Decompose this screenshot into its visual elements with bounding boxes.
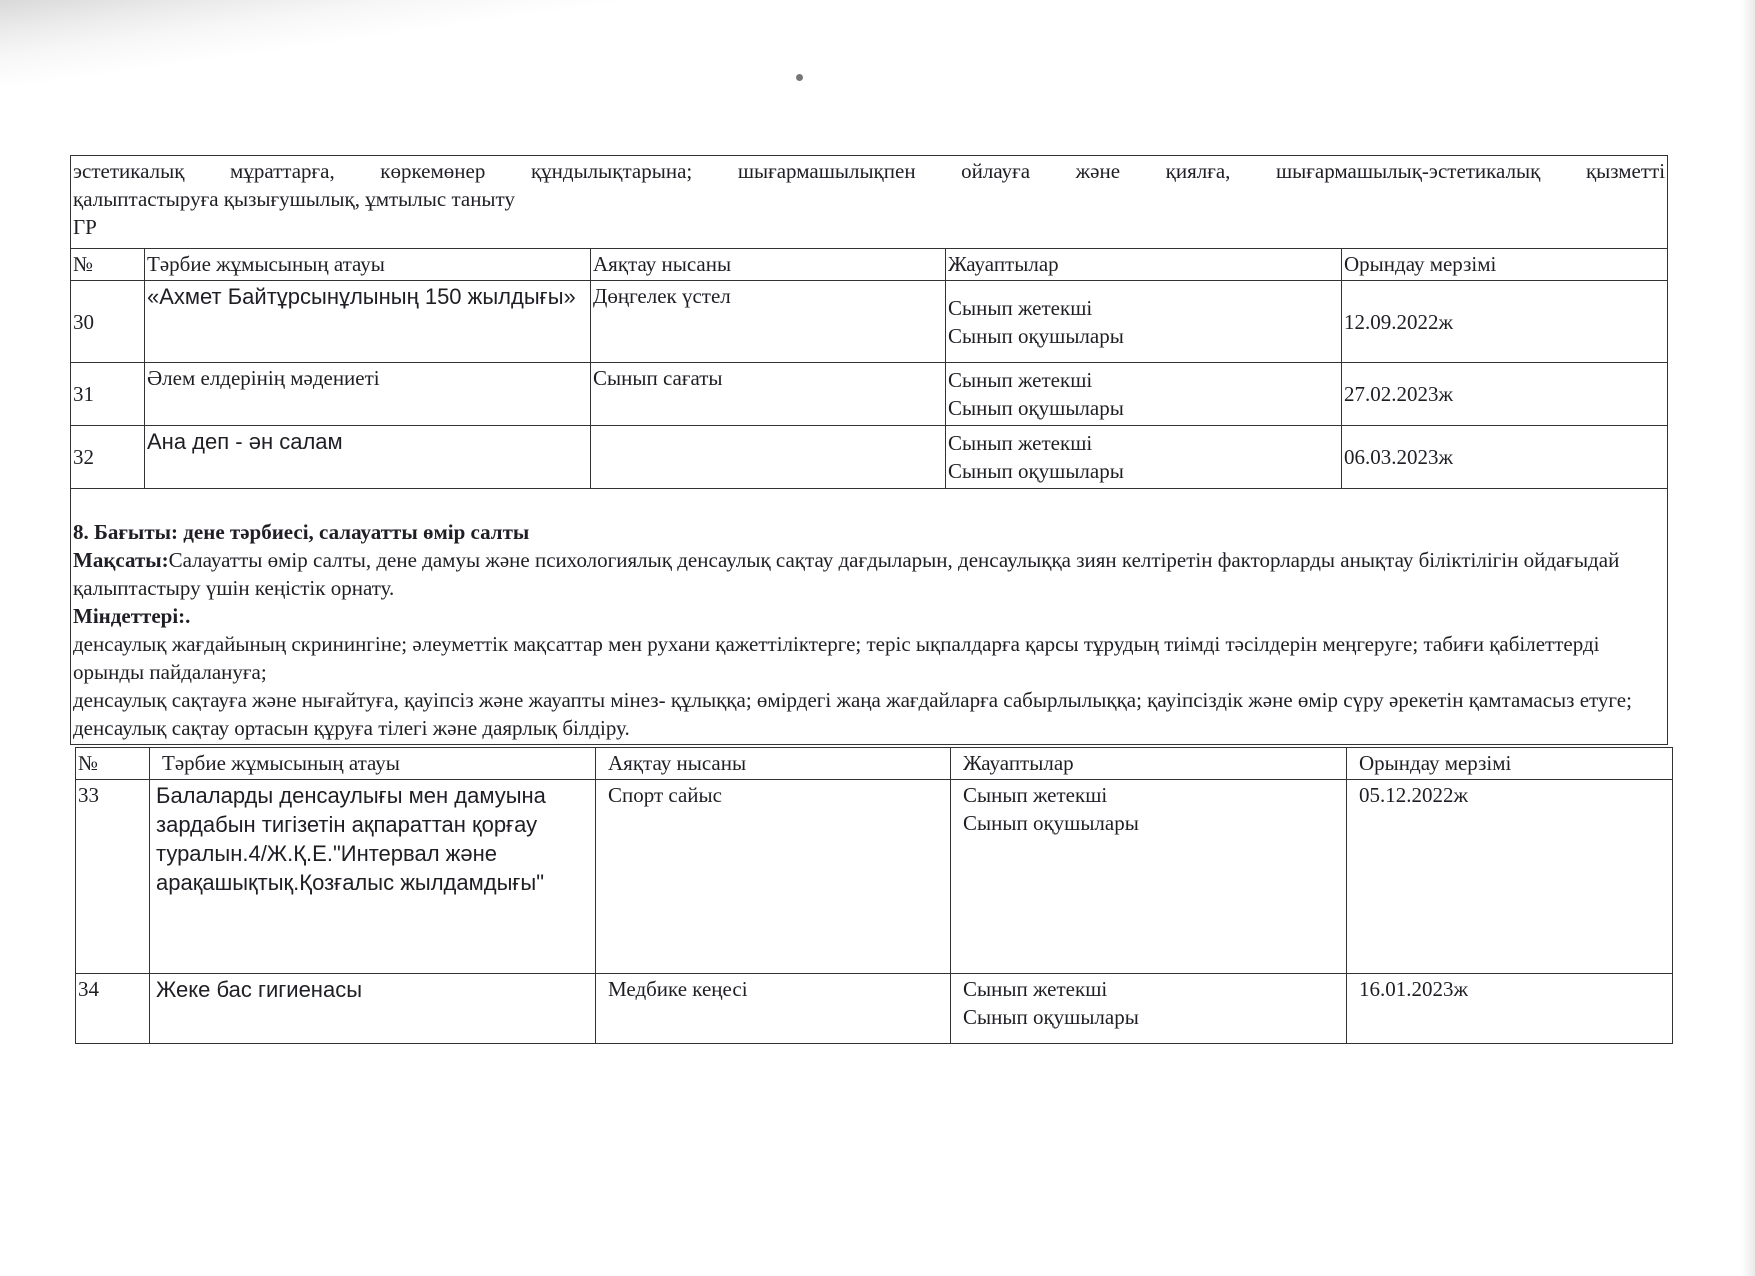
- row-form: Медбике кеңесі: [596, 974, 951, 1044]
- header-form: Аяқтау нысаны: [591, 249, 946, 281]
- table1-header-row: [71, 249, 1668, 281]
- goal-text: Салауатты өмір салты, дене дамуы және психологиялық денсаулық сақтау дағдыларын, денсаулыққа зиян келтіретін факторларды анықтау біліктілігін ойдағыдай қалыптастыру үшін кеңістік орнату.: [73, 548, 1620, 600]
- header-responsible: Жауаптылар: [951, 748, 1347, 780]
- table-row: [71, 426, 1668, 489]
- tasks-paragraph-1: денсаулық жағдайының скринингіне; әлеуметтік мақсаттар мен рухани қажеттіліктерге; теріс ықпалдарға қарсы тұрудың тиімді тәсілдерін меңгеруге; табиғи қабілеттерді орынды пайдалануға;: [73, 632, 1600, 684]
- intro-row: [71, 156, 1668, 249]
- intro-cell: [71, 156, 1668, 249]
- row-responsible: [951, 780, 1347, 974]
- row-num: 30: [71, 281, 145, 363]
- row-date: 05.12.2022ж: [1347, 780, 1673, 974]
- responsible-line-1: Сынып жетекші: [948, 295, 1093, 320]
- plan-table-bottom: [75, 747, 1673, 1044]
- header-responsible: Жауаптылар: [946, 249, 1342, 281]
- row-form: [591, 426, 946, 489]
- row-name: Жеке бас гигиенасы: [150, 974, 596, 1044]
- responsible-line-1: Сынып жетекші: [948, 368, 1093, 392]
- tasks-paragraph-2: денсаулық сақтауға және нығайтуға, қауіпсіз және жауапты мінез- құлыққа; өмірдегі жаңа жағдайларға сабырлылыққа; қауіпсіздік және өмір сүру әрекетін қамтамасыз етуге; денсаулық сақтау ортасын құруға тілегі және даярлық білдіру.: [73, 688, 1632, 740]
- scan-speck: [796, 74, 803, 81]
- section8-row: [71, 489, 1668, 745]
- scan-shadow: [0, 0, 1755, 165]
- plan-table-top: [70, 155, 1668, 745]
- row-responsible: [951, 974, 1347, 1044]
- row-name: «Ахмет Байтұрсынұлының 150 жылдығы»: [145, 281, 591, 363]
- header-name: Тәрбие жұмысының атауы: [145, 249, 591, 281]
- header-deadline: Орындау мерзімі: [1347, 748, 1673, 780]
- row-num: 31: [71, 363, 145, 426]
- row-name: Әлем елдерінің мәдениеті: [145, 363, 591, 426]
- responsible-line-2: Сынып оқушылары: [963, 1005, 1139, 1029]
- row-responsible: [946, 363, 1342, 426]
- responsible-line-1: Сынып жетекші: [948, 431, 1093, 455]
- tasks-label: Міндеттері:.: [73, 604, 191, 628]
- row-date: 16.01.2023ж: [1347, 974, 1673, 1044]
- intro-line-3: ГР: [73, 215, 97, 239]
- row-num: 32: [71, 426, 145, 489]
- row-form: Дөңгелек үстел: [591, 281, 946, 363]
- header-num: №: [76, 748, 150, 780]
- row-date: 06.03.2023ж: [1342, 426, 1668, 489]
- row-num: 34: [76, 974, 150, 1044]
- responsible-line-1: Сынып жетекші: [963, 977, 1108, 1001]
- section-heading: 8. Бағыты: дене тәрбиесі, салауатты өмір салты: [73, 520, 530, 544]
- intro-line-1: эстетикалық мұраттарға, көркемөнер құндылықтарына; шығармашылықпен ойлауға және қиялға, шығармашылық-эстетикалық қызметті: [73, 159, 1666, 183]
- table-row: [76, 780, 1673, 974]
- table-row: [71, 281, 1668, 363]
- table-row: [76, 974, 1673, 1044]
- scan-edge: [1741, 0, 1755, 1276]
- responsible-line-2: Сынып оқушылары: [963, 811, 1139, 835]
- row-form: Сынып сағаты: [591, 363, 946, 426]
- goal-paragraph: [73, 546, 1665, 602]
- table2-header-row: [76, 748, 1673, 780]
- goal-label: Мақсаты:: [73, 548, 169, 572]
- row-responsible: [946, 426, 1342, 489]
- header-form: Аяқтау нысаны: [596, 748, 951, 780]
- table-row: [71, 363, 1668, 426]
- intro-line-2: қалыптастыруға қызығушылық, ұмтылыс таныту: [73, 187, 515, 211]
- row-form: Спорт сайыс: [596, 780, 951, 974]
- header-num: №: [71, 249, 145, 281]
- header-name: Тәрбие жұмысының атауы: [150, 748, 596, 780]
- row-num: 33: [76, 780, 150, 974]
- section8-cell: [71, 489, 1668, 745]
- header-deadline: Орындау мерзімі: [1342, 249, 1668, 281]
- responsible-line-1: Сынып жетекші: [963, 783, 1108, 807]
- responsible-line-2: Сынып оқушылары: [948, 459, 1124, 483]
- responsible-line-2: Сынып оқушылары: [948, 323, 1124, 348]
- row-date: 27.02.2023ж: [1342, 363, 1668, 426]
- row-date: 12.09.2022ж: [1342, 281, 1668, 363]
- row-name: Балаларды денсаулығы мен дамуына зардабын тигізетін ақпараттан қорғау туралын.4/Ж.Қ.Е."Интервал және арақашықтық.Қозғалыс жылдамдығы": [150, 780, 596, 974]
- row-name: Ана деп - ән салам: [145, 426, 591, 489]
- responsible-line-2: Сынып оқушылары: [948, 396, 1124, 420]
- row-responsible: [946, 281, 1342, 363]
